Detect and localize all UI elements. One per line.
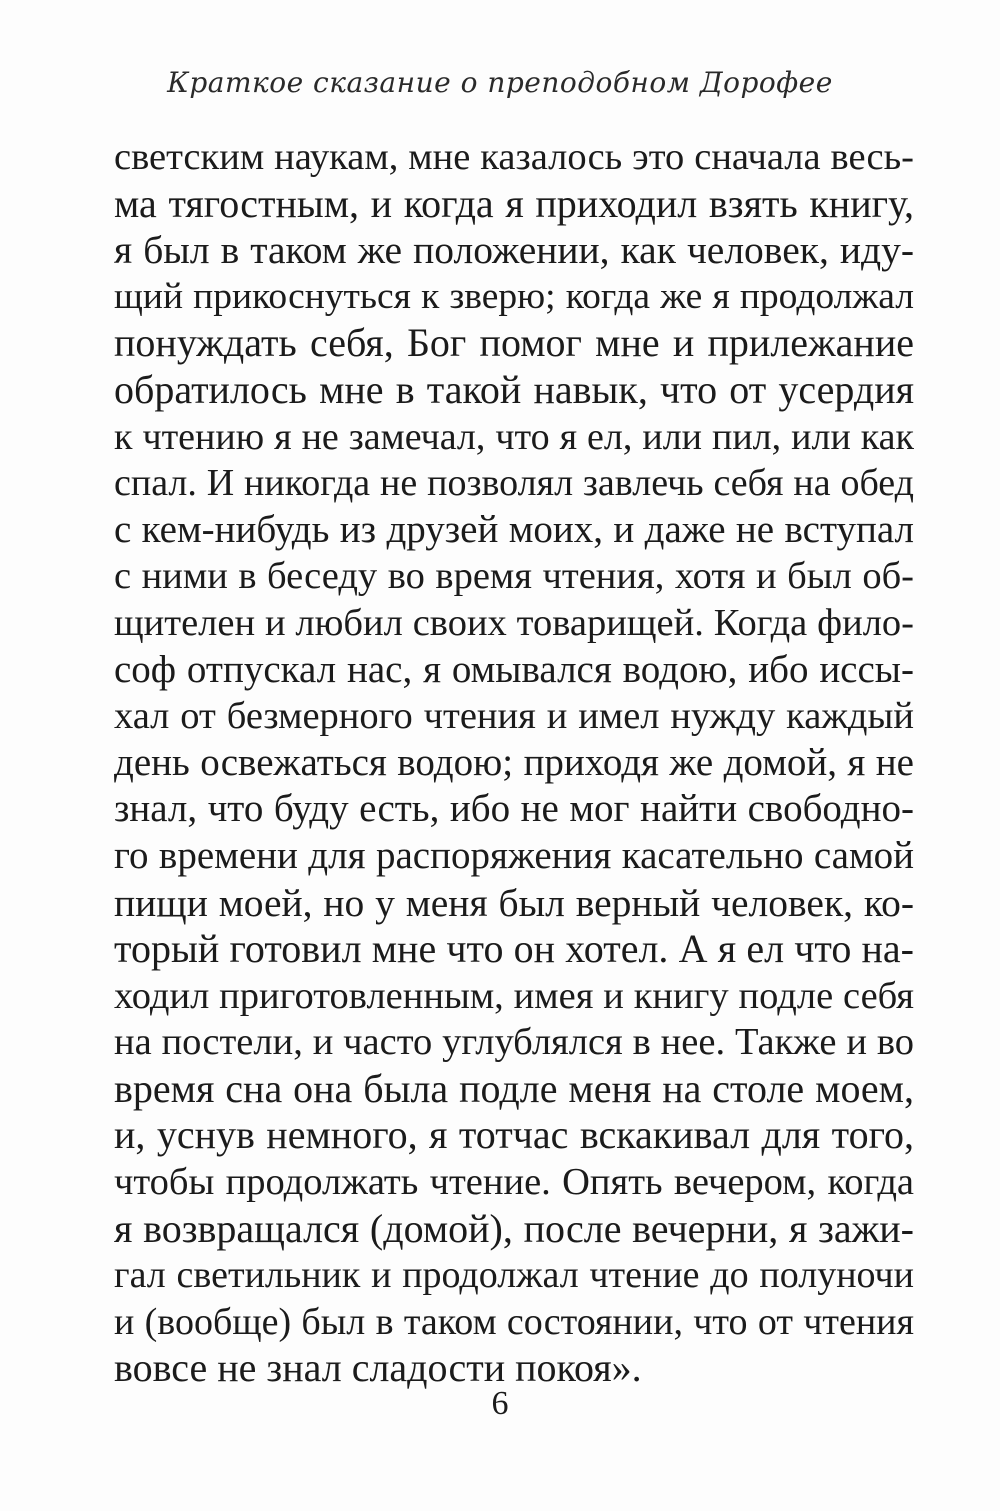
text-line-last: вовсе не знал сладости покоя».	[114, 1345, 642, 1391]
text-line: день освежаться водою; приходя же домой, я не	[114, 740, 914, 784]
text-line: и (вообще) был в таком состоянии, что от чтения	[114, 1300, 914, 1343]
text-line: щителен и любил своих товарищей. Когда фило-	[114, 601, 914, 644]
text-line: я возвращался (домой), после вечерни, я зажи-	[114, 1205, 914, 1251]
text-line: торый готовил мне что он хотел. А я ел что на-	[114, 926, 914, 972]
text-line: знал, что буду есть, ибо не мог найти свободно-	[114, 787, 914, 831]
text-line: на постели, и часто углублялся в нее. Также и во	[114, 1021, 914, 1064]
text-line: соф отпускал нас, я омывался водою, ибо иссы-	[114, 647, 914, 691]
text-line: понуждать себя, Бог помог мне и прилежание	[114, 320, 914, 366]
text-line: ходил приготовленным, имея и книгу подле себя	[114, 974, 914, 1017]
text-line: обратилось мне в такой навык, что от усердия	[114, 366, 914, 412]
text-line: я был в таком же положении, как человек, иду-	[114, 228, 914, 273]
text-line: спал. И никогда не позволял завлечь себя на обед	[114, 462, 914, 505]
text-line: и, уснув немного, я тотчас вскакивал для того,	[114, 1112, 914, 1158]
text-line: время сна она была подле меня на столе моем,	[114, 1065, 914, 1111]
text-line: пищи моей, но у меня был верный человек, ко-	[114, 880, 914, 925]
text-line: гал светильник и продолжал чтение до полуночи	[114, 1254, 914, 1297]
text-line: щий прикоснуться к зверю; когда же я продолжал	[114, 275, 914, 317]
text-line: чтобы продолжать чтение. Опять вечером, когда	[114, 1161, 914, 1204]
text-line: с ними в беседу во время чтения, хотя и был об-	[114, 555, 914, 598]
text-line: го времени для распоряжения касательно самой	[114, 833, 914, 877]
text-line: с кем-нибудь из друзей моих, и даже не вступал	[114, 507, 914, 551]
text-line: хал от безмерного чтения и имел нужду каждый	[114, 695, 914, 738]
page-number: 6	[491, 1385, 509, 1422]
body-text	[114, 134, 914, 1392]
text-line: к чтению я не замечал, что я ел, или пил, или как	[114, 415, 914, 458]
text-line: светским наукам, мне казалось это сначала весь-	[114, 136, 914, 178]
running-header: Краткое сказание о преподобном Дорофее	[167, 66, 833, 99]
text-line: ма тягостным, и когда я приходил взять книгу,	[114, 180, 914, 226]
